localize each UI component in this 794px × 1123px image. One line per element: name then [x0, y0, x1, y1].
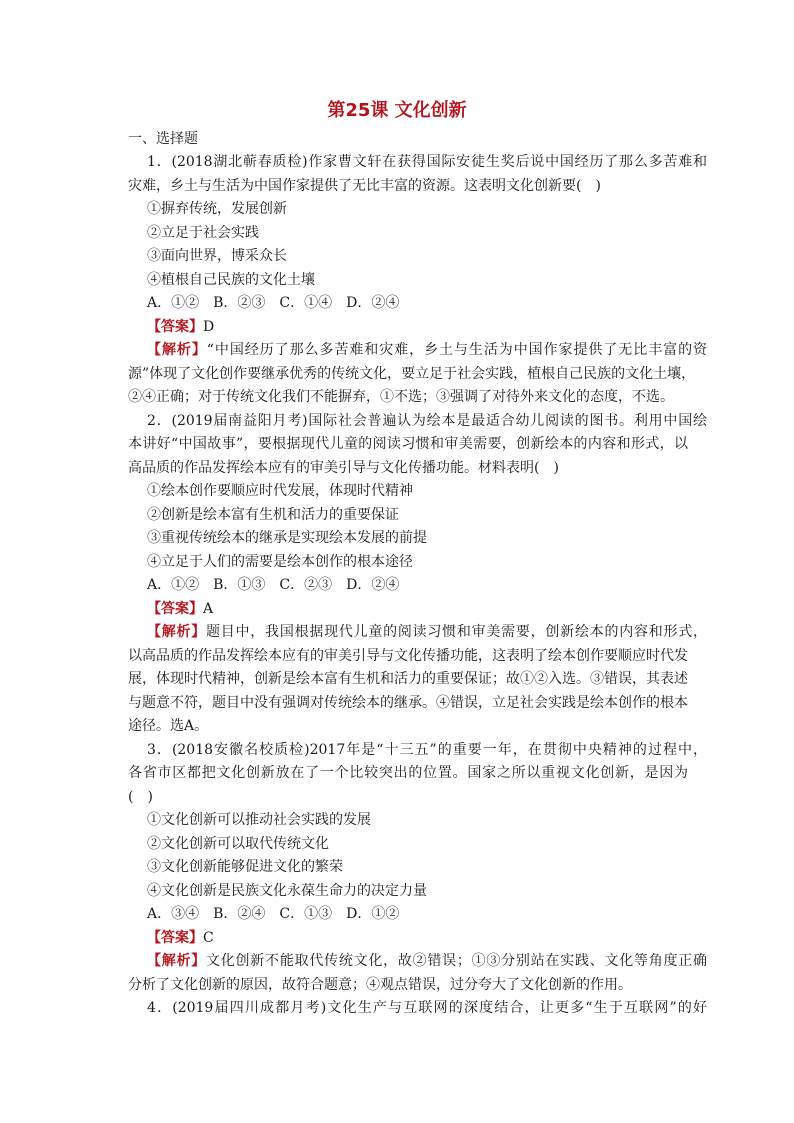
question-1-option-2: ②立足于社会实践 [147, 225, 259, 241]
question-1-option-3: ③面向世界，博采众长 [147, 248, 287, 264]
question-3-analysis-line-2: 分析了文化创新的原因，故符合题意；④观点错误，过分夸大了文化创新的作用。 [128, 977, 632, 993]
question-1-stem-line-1: 1．(2018湖北蕲春质检)作家曹文轩在获得国际安徒生奖后说中国经历了那么多苦难和 [147, 154, 707, 170]
analysis-tag: 【解析】 [147, 342, 207, 358]
answer-tag: 【答案】 [147, 930, 203, 946]
question-2-option-1: ①绘本创作要顺应时代发展，体现时代精神 [147, 483, 413, 499]
section-heading: 一、选择题 [128, 131, 198, 147]
question-4-stem-line-1: 4．(2019届四川成都月考)文化生产与互联网的深度结合，让更多“生于互联网”的好 [147, 1000, 707, 1016]
question-3-option-2: ②文化创新可以取代传统文化 [147, 836, 329, 852]
question-3-stem-line-1: 3．(2018安徽名校质检)2017年是“十三五”的重要一年，在贯彻中央精神的过程中， [147, 742, 707, 758]
analysis-tag: 【解析】 [147, 953, 207, 969]
question-3-analysis-line-1 [147, 950, 707, 974]
question-2-analysis-line-4: 与题意不符，题目中没有强调对传统绘本的继承。④错误，立足社会实践是绘本创作的根本 [128, 695, 688, 711]
question-2-option-3: ③重视传统绘本的继承是实现绘本发展的前提 [147, 530, 427, 546]
question-2-option-2: ②创新是绘本富有生机和活力的重要保证 [147, 507, 399, 523]
question-3-answer [147, 927, 707, 951]
question-2-option-4: ④立足于人们的需要是绘本创作的根本途径 [147, 554, 413, 570]
question-2-analysis-line-3: 展，体现时代精神，创新是绘本富有生机和活力的重要保证；故①②入选。③错误，其表述 [128, 671, 688, 687]
question-2-choices: A．①② B．①③ C．②③ D．②④ [147, 577, 400, 593]
analysis-text: “中国经历了那么多苦难和灾难，乡土与生活为中国作家提供了无比丰富的资 [206, 342, 708, 358]
question-2-analysis-line-5: 途径。选A。 [128, 718, 209, 734]
analysis-tag: 【解析】 [147, 624, 207, 640]
question-1-option-4: ④植根自己民族的文化土壤 [147, 272, 315, 288]
question-2-stem-line-3: 高品质的作品发挥绘本应有的审美引导与文化传播功能。材料表明( ) [128, 460, 559, 476]
question-3-option-4: ④文化创新是民族文化永葆生命力的决定力量 [147, 883, 427, 899]
question-2-stem-line-1: 2．(2019届南益阳月考)国际社会普遍认为绘本是最适合幼儿阅读的图书。利用中国绘 [147, 413, 707, 429]
question-1-analysis-line-2: 源”体现了文化创作要继承优秀的传统文化，要立足于社会实践，植根自己民族的文化土壤， [128, 366, 696, 382]
question-2-analysis-line-2: 以高品质的作品发挥绘本应有的审美引导与文化传播功能，这表明了绘本创作要顺应时代发 [128, 648, 688, 664]
question-1-analysis-line-3: ②④正确；对于传统文化我们不能摒弃，①不选；③强调了对待外来文化的态度，不选。 [128, 389, 674, 405]
question-3-stem-line-2: 各省市区都把文化创新放在了一个比较突出的位置。国家之所以重视文化创新，是因为 [128, 765, 688, 781]
question-1-answer [147, 316, 707, 340]
question-2-answer [147, 598, 707, 622]
question-1-choices: A．①② B．②③ C．①④ D．②④ [147, 295, 400, 311]
question-1-option-1: ①摒弃传统，发展创新 [147, 201, 287, 217]
question-3-stem-line-3: ( ) [128, 789, 153, 805]
answer-tag: 【答案】 [147, 319, 203, 335]
answer-value: A [203, 601, 214, 617]
analysis-text: 文化创新不能取代传统文化，故②错误；①③分别站在实践、文化等角度正确 [206, 953, 708, 969]
question-3-choices: A．③④ B．②④ C．①③ D．①② [147, 906, 400, 922]
question-2-analysis-line-1 [147, 621, 707, 645]
analysis-text: 题目中，我国根据现代儿童的阅读习惯和审美需要，创新绘本的内容和形式， [206, 624, 708, 640]
question-2-stem-line-2: 本讲好“中国故事”，要根据现代儿童的阅读习惯和审美需要，创新绘本的内容和形式，以 [128, 436, 688, 452]
answer-value: C [203, 930, 214, 946]
page-title: 第25课 文化创新 [327, 100, 467, 121]
answer-value: D [203, 319, 215, 335]
question-3-option-3: ③文化创新能够促进文化的繁荣 [147, 859, 343, 875]
answer-tag: 【答案】 [147, 601, 203, 617]
question-1-stem-line-2: 灾难，乡土与生活为中国作家提供了无比丰富的资源。这表明文化创新要( ) [128, 178, 601, 194]
question-3-option-1: ①文化创新可以推动社会实践的发展 [147, 812, 371, 828]
question-1-analysis-line-1 [147, 339, 707, 363]
